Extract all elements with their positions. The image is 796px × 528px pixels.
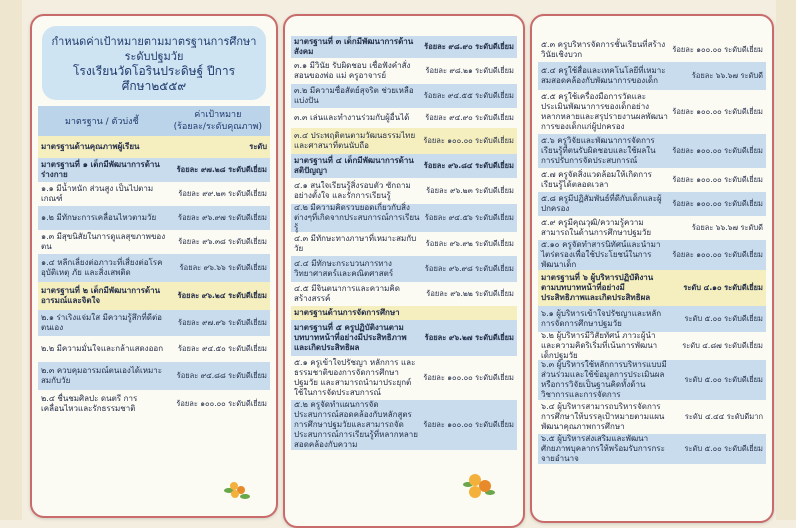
row-value: ร้อยละ ๙๔.๙๐ ระดับดีเยี่ยม (425, 113, 514, 122)
row-value: ร้อยละ ๙๖.๙๒ ระดับดีเยี่ยม (425, 239, 514, 248)
row-value: ร้อยละ ๑๐๐.๐๐ ระดับดีเยี่ยม (672, 199, 763, 208)
table-row (38, 362, 270, 390)
row-value: ระดับ ๔.๔๔ ระดับดีมาก (684, 412, 763, 421)
row-label: ๔.๕ มีจินตนาการและความคิดสร้างสรรค์ (294, 284, 400, 303)
row-label: ๖.๕ ผู้บริหารส่งเสริมและพัฒนาศักยภาพบุคลากรให้พร้อมรับการกระจายอำนาจ (541, 434, 665, 463)
table-body (538, 38, 766, 464)
row-value: ร้อยละ ๑๐๐.๐๐ ระดับดีเยี่ยม (672, 146, 763, 155)
row-label: ๕.๒ ครูจัดทำแผนการจัดประสบการณ์สอดคล้องกับหลักสูตรการศึกษาปฐมวัยและสามารถจัดประสบการณ์การเรียนรู้ที่หลากหลาย สอดคล้องกับความ (294, 400, 418, 449)
row-value: ร้อยละ ๙๖.๒๔ ระดับดีเยี่ยม (177, 291, 267, 300)
table-row (38, 136, 270, 158)
row-label: ๓.๒ มีความซื่อสัตย์สุจริต ช่วยเหลือแบ่งปัน (294, 86, 414, 105)
row-label: ๖.๔ ผู้บริหารสามารถบริหารจัดการการศึกษาให้บรรลุเป้าหมายตามแผนพัฒนาคุณภาพการศึกษา (541, 402, 665, 431)
row-value: ร้อยละ ๑๐๐.๐๐ ระดับดีเยี่ยม (423, 373, 514, 382)
row-label: ๔.๑ สนใจเรียนรู้สิ่งรอบตัว ซักถามอย่างตั้งใจ และรักการเรียนรู้ (294, 181, 411, 200)
table-row (38, 310, 270, 336)
row-value: ร้อยละ ๙๘.๙๐ ระดับดีเยี่ยม (424, 42, 514, 51)
table-row (538, 38, 766, 62)
row-label: ๕.๑ ครูเข้าใจปรัชญา หลักการ และธรรมชาติของการจัดการศึกษาปฐมวัย และสามารถนำมาประยุกต์ใช้ในการจัดประสบการณ์ (294, 358, 416, 397)
table-row (291, 178, 517, 204)
title-line-1: กำหนดค่าเป้าหมายตามมาตรฐานการศึกษา (51, 35, 257, 48)
row-label: ๓.๓ เล่นและทำงานร่วมกับผู้อื่นได้ (294, 113, 410, 122)
row-value: ร้อยละ ๖๖.๖๗ ระดับดี (691, 71, 763, 80)
row-value: ร้อยละ ๙๖.๓๘ ระดับดีเยี่ยม (178, 237, 267, 246)
table-row (291, 108, 517, 128)
row-label: ๑.๔ หลีกเลี่ยงต่อภาวะที่เสี่ยงต่อโรค อุบัติเหตุ ภัย และสิ่งเสพติด (41, 258, 163, 277)
row-value: ร้อยละ ๑๐๐.๐๐ ระดับดีเยี่ยม (176, 399, 267, 408)
table-row (538, 168, 766, 192)
row-value: ร้อยละ ๙๔.๕๐ ระดับดีเยี่ยม (178, 344, 267, 353)
row-label: ๔.๒ มีความคิดรวบยอดเกี่ยวกับสิ่งต่างๆที่เกิดจากประสบการณ์การเรียนรู้ (294, 203, 420, 232)
table-row (538, 192, 766, 216)
header-target-line-2: (ร้อยละ/ระดับคุณภาพ) (173, 122, 262, 132)
row-label: ๑.๑ มีน้ำหนัก ส่วนสูง เป็นไปตามเกณฑ์ (41, 184, 154, 203)
row-label: ๖.๒ ผู้บริหารมีวิสัยทัศน์ ภาวะผู้นำและความคิดริเริ่มที่เน้นการพัฒนาเด็กปฐมวัย (541, 331, 658, 360)
row-value: ร้อยละ ๙๗.๒๘ ระดับดีเยี่ยม (176, 165, 267, 174)
row-label: มาตรฐานที่ ๕ ครูปฏิบัติงานตามบทบาทหน้าที่อย่างมีประสิทธิภาพและเกิดประสิทธิผล (294, 323, 407, 352)
table-row (291, 128, 517, 154)
table-row (291, 58, 517, 84)
row-value: ร้อยละ ๙๔.๕๕ ระดับดีเยี่ยม (423, 91, 514, 100)
background-left (0, 0, 22, 520)
row-label: มาตรฐานที่ ๓ เด็กมีพัฒนาการด้านสังคม (294, 37, 414, 56)
table-row (38, 390, 270, 418)
table-row (538, 306, 766, 332)
table-row (38, 182, 270, 206)
row-label: ๕.๗ ครูจัดสิ่งแวดล้อมให้เกิดการเรียนรู้ได้ตลอดเวลา (541, 170, 652, 189)
table-row (291, 306, 517, 320)
table-row (291, 154, 517, 178)
title-box (42, 26, 266, 100)
table-row (538, 62, 766, 90)
row-value: ระดับ ๔.๑๐ ระดับดีเยี่ยม (683, 283, 763, 292)
row-label: ๕.๔ ครูใช้สื่อและเทคโนโลยีที่เหมาะสมสอดคล้องกับพัฒนาการของเด็ก (541, 66, 666, 85)
row-value: ร้อยละ ๙๖.๙๗ ระดับดีเยี่ยม (178, 213, 267, 222)
row-label: ๓.๔ ประพฤติตนตามวัฒนธรรมไทยและศาสนาที่ตนนับถือ (294, 131, 416, 150)
table-row (291, 282, 517, 306)
table-row (538, 400, 766, 434)
row-value: ระดับ ๕.๐๐ ระดับดีเยี่ยม (684, 314, 763, 323)
row-value: ร้อยละ ๑๐๐.๐๐ ระดับดีเยี่ยม (672, 175, 763, 184)
title-line-2: ระดับปฐมวัย (124, 50, 184, 63)
row-value: ร้อยละ ๑๐๐.๐๐ ระดับดีเยี่ยม (423, 136, 514, 145)
table-row (38, 254, 270, 282)
row-value: ร้อยละ ๙๖.๒๗ ระดับดีเยี่ยม (424, 333, 514, 342)
table-row (291, 256, 517, 282)
table-row (291, 400, 517, 450)
row-label: ๑.๓ มีสุขนิสัยในการดูแลสุขภาพของตน (41, 232, 166, 251)
header-target (166, 109, 270, 133)
table-row (291, 232, 517, 256)
row-value: ร้อยละ ๑๐๐.๐๐ ระดับดีเยี่ยม (672, 107, 763, 116)
table-row (538, 90, 766, 134)
row-label: ๓.๑ มีวินัย รับผิดชอบ เชื่อฟังคำสั่งสอนของพ่อ แม่ ครูอาจารย์ (294, 61, 411, 80)
row-value: ร้อยละ ๖๖.๖๗ ระดับดี (691, 223, 763, 232)
row-value: ร้อยละ ๙๖.๒๓ ระดับดีเยี่ยม (426, 186, 514, 195)
row-value: ร้อยละ ๑๐๐.๐๐ ระดับดีเยี่ยม (672, 250, 763, 259)
table-header (38, 106, 270, 136)
row-value: ระดับ ๕.๐๐ ระดับดีเยี่ยม (684, 444, 763, 453)
row-label: มาตรฐานด้านคุณภาพผู้เรียน (41, 142, 140, 151)
row-value: ร้อยละ ๙๔.๘๘ ระดับดีเยี่ยม (176, 371, 267, 380)
row-value: ร้อยละ ๙๖.๖๖ ระดับดีเยี่ยม (179, 263, 267, 272)
table-row (291, 320, 517, 356)
table-row (538, 434, 766, 464)
table-row (538, 240, 766, 270)
table-row (38, 158, 270, 182)
row-value: ร้อยละ ๙๘.๒๑ ระดับดีเยี่ยม (425, 66, 514, 75)
row-label: ๒.๔ ชื่นชมศิลปะ ดนตรี การเคลื่อนไหวและรักธรรมชาติ (41, 394, 138, 413)
row-value: ร้อยละ ๙๖.๘๔ ระดับดีเยี่ยม (423, 161, 514, 170)
row-label: ๔.๓ มีทักษะทางภาษาที่เหมาะสมกับวัย (294, 234, 417, 253)
table-row (538, 216, 766, 240)
table-body (291, 36, 517, 450)
row-label: ๕.๖ ครูวิจัยและพัฒนาการจัดการเรียนรู้ที่ตนรับผิดชอบและใช้ผลในการปรับการจัดประสบการณ์ (541, 136, 656, 165)
table-row (538, 360, 766, 400)
table-row (38, 336, 270, 362)
table-row (38, 206, 270, 230)
table-row (38, 230, 270, 254)
row-value: ร้อยละ ๙๔.๕๖ ระดับดีเยี่ยม (424, 213, 514, 222)
brochure-panel-2 (283, 14, 525, 528)
title-line-3: โรงเรียนวัดโอรินประดิษฐ์ ปีการศึกษา๒๕๕๙ (72, 64, 236, 93)
row-label: ๕.๑๐ ครูจัดทำสารนิทัศน์และนำมาไตร่ตรองเพื่อใช้ประโยชน์ในการพัฒนาเด็ก (541, 240, 661, 269)
header-standard: มาตรฐาน / ตัวบ่งชี้ (64, 117, 139, 127)
row-label: ๕.๕ ครูใช้เครื่องมือการวัดและประเมินพัฒนาการของเด็กอย่างหลากหลายและสรุปรายงานผลพัฒนาการของเด็กแก่ผู้ปกครอง (541, 92, 668, 131)
row-label: ๖.๑ ผู้บริหารเข้าใจปรัชญาและหลักการจัดการศึกษาปฐมวัย (541, 309, 662, 328)
row-value: ร้อยละ ๑๐๐.๐๐ ระดับดีเยี่ยม (423, 420, 514, 429)
row-label: มาตรฐานด้านการจัดการศึกษา (294, 308, 400, 317)
row-label: ๔.๔ มีทักษะกระบวนการทางวิทยาศาสตร์และคณิตศาสตร์ (294, 259, 394, 278)
brochure-panel-1 (30, 14, 278, 518)
row-value: ร้อยละ ๙๗.๙๖ ระดับดีเยี่ยม (178, 318, 267, 327)
row-value: ร้อยละ ๑๐๐.๐๐ ระดับดีเยี่ยม (672, 45, 763, 54)
table-row (291, 356, 517, 400)
row-value: ร้อยละ ๙๖.๙๘ ระดับดีเยี่ยม (424, 264, 514, 273)
row-label: มาตรฐานที่ ๔ เด็กมีพัฒนาการด้านสติปัญญา (294, 156, 414, 175)
brochure-panel-3 (530, 14, 774, 523)
background-right (776, 0, 796, 520)
table-row (538, 270, 766, 306)
header-target-line-1: ค่าเป้าหมาย (194, 110, 242, 120)
row-label: ๖.๓ ผู้บริหารใช้หลักการบริหารแบบมีส่วนร่วมและใช้ข้อมูลการประเมินผลหรือการวิจัยเป็นฐานคิดทั้งด้านวิชาการและการจัดการ (541, 360, 667, 399)
row-label: มาตรฐานที่ ๑ เด็กมีพัฒนาการด้านร่างกาย (41, 160, 160, 179)
row-value: ระดับ ๕.๐๐ ระดับดีเยี่ยม (684, 375, 763, 384)
table-row (291, 36, 517, 58)
row-value: ร้อยละ ๙๙.๒๓ ระดับดีเยี่ยม (178, 189, 267, 198)
table-row (291, 84, 517, 108)
table-row (538, 332, 766, 360)
row-label: ๕.๘ ครูมีปฏิสัมพันธ์ที่ดีกับเด็กและผู้ปกครอง (541, 194, 662, 213)
row-value: ร้อยละ ๙๖.๒๒ ระดับดีเยี่ยม (426, 289, 514, 298)
row-label: ๒.๓ ควบคุมอารมณ์ตนเองได้เหมาะสมกับวัย (41, 366, 163, 385)
row-value: ระดับ (249, 142, 267, 151)
table-row (38, 282, 270, 310)
row-label: ๕.๓ ครูบริหารจัดการชั้นเรียนที่สร้างวินัยเชิงบวก (541, 40, 666, 59)
row-label: มาตรฐานที่ ๒ เด็กมีพัฒนาการด้านอารมณ์และจิตใจ (41, 286, 161, 305)
table-body (38, 136, 270, 418)
row-value: ระดับ ๔.๘๗ ระดับดีเยี่ยม (682, 341, 763, 350)
row-label: ๒.๒ มีความมั่นใจและกล้าแสดงออก (41, 344, 164, 353)
row-label: ๒.๑ ร่าเริงแจ่มใส มีความรู้สึกที่ดีต่อตนเอง (41, 313, 162, 332)
table-row (538, 134, 766, 168)
row-label: ๑.๒ มีทักษะการเคลื่อนไหวตามวัย (41, 213, 157, 222)
row-label: ๕.๙ ครูมีคุณวุฒิ/ความรู้ความสามารถในด้านการศึกษาปฐมวัย (541, 218, 652, 237)
table-row (291, 204, 517, 232)
row-label: มาตรฐานที่ ๖ ผู้บริหารปฏิบัติงานตามบทบาทหน้าที่อย่างมีประสิทธิภาพและเกิดประสิทธิผล (541, 273, 654, 302)
